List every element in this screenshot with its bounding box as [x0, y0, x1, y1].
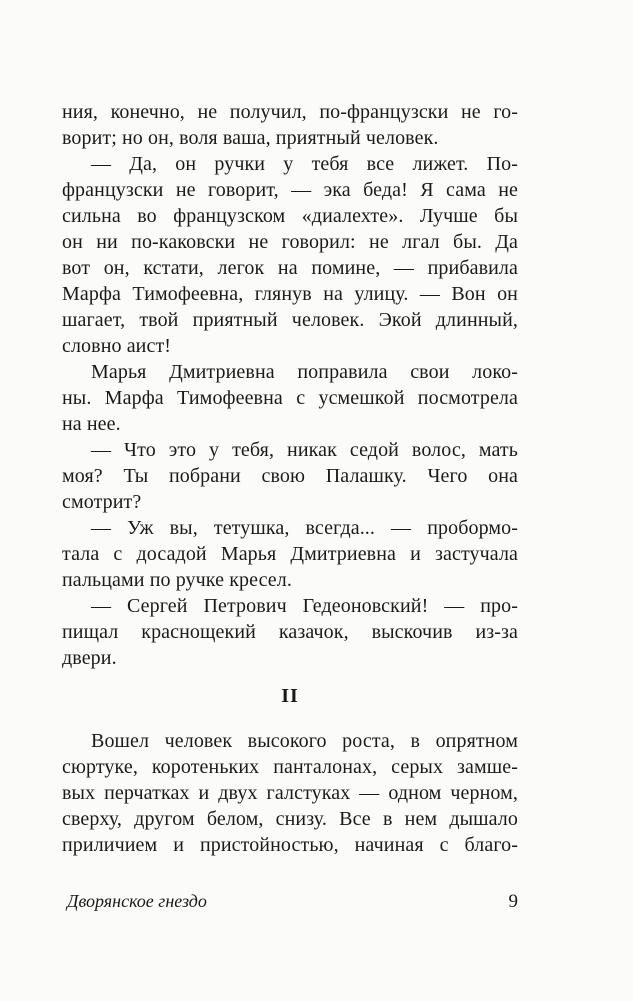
text-line: тала с досадой Марья Дмитриевна и застучала — [62, 543, 518, 565]
text-line: ния, конечно, не получил, по-французски не го- — [62, 101, 518, 123]
text-line: сильна во французском «диалехте». Лучше бы — [62, 205, 518, 227]
text-line: моя? Ты побрани свою Палашку. Чего она — [62, 465, 518, 487]
paragraph — [62, 151, 518, 359]
text-line: сюртуке, коротеньких панталонах, серых замше- — [62, 756, 518, 778]
paragraph — [62, 728, 518, 858]
text-line: пищал краснощекий казачок, выскочив из-за — [62, 621, 518, 643]
text-line: французски не говорит, — эка беда! Я сама не — [62, 179, 518, 201]
text-line: словно аист! — [62, 335, 172, 357]
paragraph — [62, 359, 518, 437]
text-line: смотрит? — [62, 491, 142, 513]
paragraph — [62, 515, 518, 593]
text-line: — Уж вы, тетушка, всегда... — пробормо- — [91, 517, 518, 539]
paragraph — [62, 593, 518, 671]
text-line: вот он, кстати, легок на помине, — прибавила — [62, 257, 518, 279]
running-title: Дворянское гнездо — [67, 891, 207, 911]
text-line: двери. — [62, 647, 117, 669]
paragraph — [62, 99, 518, 151]
paragraph — [62, 437, 518, 515]
text-line: Вошел человек высокого роста, в опрятном — [91, 730, 518, 752]
text-line: ворит; но он, воля ваша, приятный человек. — [62, 127, 439, 149]
text-line: сверху, другом белом, снизу. Все в нем дышало — [62, 808, 518, 830]
text-line: Марья Дмитриевна поправила свои локо- — [91, 361, 518, 383]
text-line: — Сергей Петрович Гедеоновский! — про- — [91, 595, 518, 617]
text-line: — Что это у тебя, никак седой волос, мать — [91, 439, 518, 461]
text-line: вых перчатках и двух галстуках — одном черном, — [62, 782, 518, 804]
text-block — [62, 99, 518, 858]
text-line: приличием и пристойностью, начиная с благо- — [62, 834, 518, 856]
text-line: на нее. — [62, 413, 121, 435]
page-footer — [62, 888, 518, 914]
text-line: Марфа Тимофеевна, глянув на улицу. — Вон он — [62, 283, 518, 305]
chapter-heading: II — [281, 685, 299, 707]
text-line: шагает, твой приятный человек. Экой длинный, — [62, 309, 518, 331]
text-line: пальцами по ручке кресел. — [62, 569, 292, 591]
page-number: 9 — [508, 891, 518, 912]
text-line: — Да, он ручки у тебя все лижет. По- — [91, 153, 518, 175]
text-line: ны. Марфа Тимофеевна с усмешкой посмотрела — [62, 387, 518, 409]
text-line: он ни по-каковски не говорил: не лгал бы. Да — [62, 231, 518, 253]
